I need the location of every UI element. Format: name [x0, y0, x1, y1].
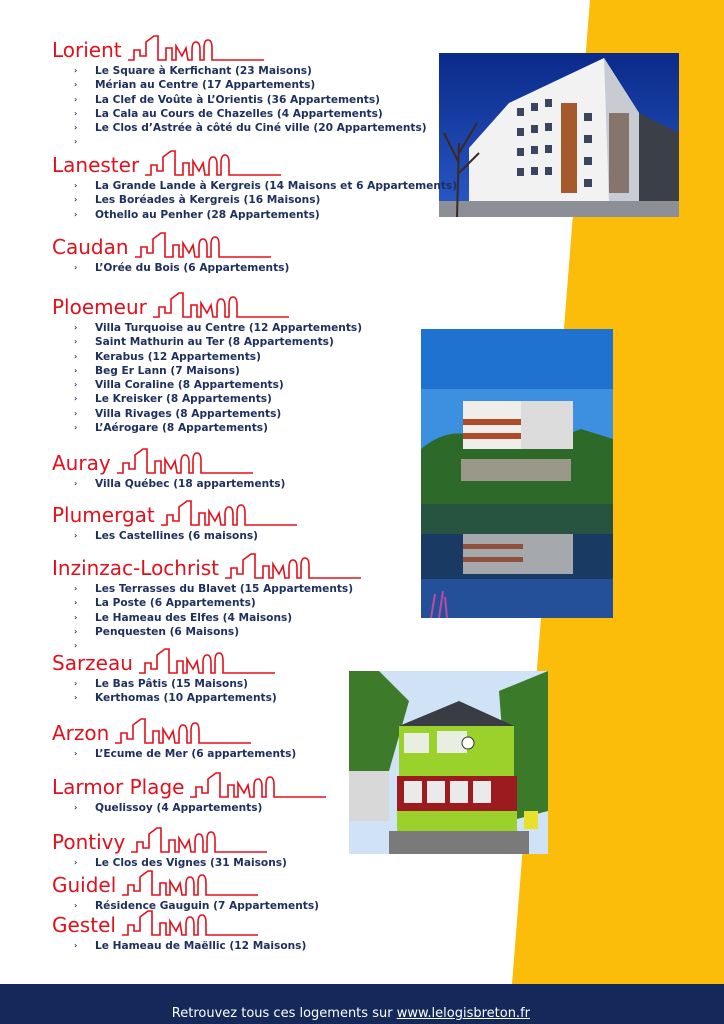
housing-item-label: Othello au Penher (28 Appartements) — [95, 208, 320, 221]
housing-item — [52, 691, 277, 705]
city-section — [52, 151, 457, 222]
bullet-icon: › — [74, 408, 78, 418]
skyline-logo-icon — [135, 231, 271, 259]
housing-item — [52, 64, 427, 78]
housing-list — [52, 939, 306, 953]
housing-item-label: Villa Turquoise au Centre (12 Appartements) — [95, 322, 363, 334]
housing-item-label: L’Ecume de Mer (6 appartements) — [95, 748, 297, 760]
city-heading — [52, 151, 457, 177]
housing-list — [52, 261, 289, 275]
city-name: Arzon — [52, 721, 110, 745]
housing-item — [52, 93, 427, 107]
city-heading — [52, 449, 285, 475]
city-name: Caudan — [52, 235, 129, 259]
city-name: Ploemeur — [52, 295, 147, 319]
bullet-icon: › — [74, 108, 78, 118]
housing-list — [52, 582, 361, 651]
city-heading — [52, 649, 277, 675]
city-section — [52, 293, 362, 435]
housing-item — [52, 261, 289, 275]
bullet-icon: › — [74, 195, 78, 205]
housing-item — [52, 364, 362, 378]
housing-item-label: Villa Coraline (8 Appartements) — [95, 379, 284, 392]
housing-item — [52, 350, 362, 364]
bullet-icon: › — [74, 380, 78, 390]
housing-list — [52, 64, 427, 147]
housing-list — [52, 477, 285, 491]
housing-item — [52, 747, 296, 761]
city-heading — [52, 828, 287, 854]
city-section — [52, 233, 289, 275]
photo-green-building — [349, 671, 548, 854]
housing-item-label: Mérian au Centre (17 Appartements) — [95, 79, 316, 92]
bullet-icon: › — [74, 612, 78, 622]
housing-item — [52, 677, 277, 691]
bullet-icon: › — [74, 858, 78, 867]
bullet-icon: › — [74, 394, 78, 404]
housing-item-label: Le Hameau des Elfes (4 Maisons) — [95, 611, 293, 624]
housing-item-label: Villa Rivages (8 Appartements) — [95, 407, 282, 420]
housing-item-label: Les Castellines (6 maisons) — [95, 530, 259, 542]
city-name: Larmor Plage — [52, 775, 185, 799]
bullet-icon: › — [74, 323, 78, 332]
skyline-logo-icon — [131, 826, 267, 854]
footer-text — [0, 1006, 530, 1021]
city-name: Inzinzac-Lochrist — [52, 556, 220, 580]
housing-item — [52, 107, 427, 121]
photo-lorient-building — [439, 53, 679, 217]
city-section — [52, 649, 277, 706]
city-section — [52, 554, 361, 651]
city-section — [52, 911, 306, 953]
housing-item-label: Le Clos d’Astrée à côté du Ciné ville (20 Appartements) — [95, 122, 427, 135]
city-heading — [52, 911, 306, 937]
housing-item — [52, 625, 361, 639]
housing-item-label: La Clef de Voûte à L’Orientis (36 Appartements) — [95, 93, 380, 106]
housing-item — [52, 121, 427, 135]
housing-item-label: L’Aérogare (8 Appartements) — [95, 422, 268, 435]
housing-item — [52, 801, 326, 815]
city-section — [52, 828, 287, 870]
housing-item — [52, 179, 457, 193]
housing-item-label: La Cala au Cours de Chazelles (4 Appartements) — [95, 107, 383, 120]
bullet-icon: › — [74, 479, 78, 488]
footer-website-link[interactable]: www.lelogisbreton.fr — [396, 1006, 530, 1021]
bullet-icon: › — [74, 901, 78, 910]
skyline-logo-icon — [139, 647, 275, 675]
bullet-icon: › — [74, 365, 78, 375]
housing-item — [52, 392, 362, 406]
city-name: Auray — [52, 451, 111, 475]
city-name: Sarzeau — [52, 651, 133, 675]
housing-item — [52, 939, 306, 953]
housing-list — [52, 529, 297, 543]
bullet-icon: › — [74, 749, 78, 758]
housing-item-label: Kerabus (12 Appartements) — [95, 350, 261, 363]
skyline-logo-icon — [128, 34, 264, 62]
bullet-icon: › — [74, 693, 78, 703]
city-name: Gestel — [52, 913, 116, 937]
housing-item — [52, 78, 427, 92]
city-heading — [52, 501, 297, 527]
city-section — [52, 719, 296, 761]
housing-item-label: Quelissoy (4 Appartements) — [95, 802, 263, 814]
bullet-icon: › — [74, 263, 78, 272]
bullet-icon: › — [74, 337, 78, 347]
housing-item-label: Beg Er Lann (7 Maisons) — [95, 364, 240, 377]
city-name: Lorient — [52, 38, 122, 62]
housing-list — [52, 801, 326, 815]
city-heading — [52, 554, 361, 580]
skyline-logo-icon — [122, 869, 258, 897]
bullet-icon: › — [74, 598, 78, 608]
housing-item-label: Le Bas Pâtis (15 Maisons) — [95, 678, 249, 690]
housing-item-label: L’Orée du Bois (6 Appartements) — [95, 262, 290, 274]
bullet-icon: › — [74, 803, 78, 812]
skyline-logo-icon — [115, 717, 251, 745]
housing-item — [52, 421, 362, 435]
housing-item-label: Penquesten (6 Maisons) — [95, 625, 240, 638]
skyline-logo-icon — [225, 552, 361, 580]
bullet-icon: › — [74, 531, 78, 540]
housing-list — [52, 179, 457, 222]
housing-item-label: Résidence Gauguin (7 Appartements) — [95, 900, 319, 912]
housing-item — [52, 582, 361, 596]
city-heading — [52, 719, 296, 745]
housing-item-label: La Poste (6 Appartements) — [95, 597, 256, 610]
housing-item — [52, 596, 361, 610]
skyline-logo-icon — [117, 447, 253, 475]
city-heading — [52, 233, 289, 259]
city-section — [52, 449, 285, 491]
bullet-icon: › — [74, 181, 78, 190]
housing-item-label: Saint Mathurin au Ter (8 Appartements) — [95, 336, 334, 349]
city-name: Plumergat — [52, 503, 155, 527]
housing-item — [52, 193, 457, 207]
skyline-logo-icon — [122, 909, 258, 937]
bullet-icon: › — [74, 941, 78, 950]
bullet-icon: › — [74, 679, 78, 688]
housing-item — [52, 407, 362, 421]
housing-item-label: Le Hameau de Maëllic (12 Maisons) — [95, 940, 307, 952]
photo-river-building — [421, 329, 613, 618]
city-section — [52, 36, 427, 147]
housing-item-label: Le Clos des Vignes (31 Maisons) — [95, 857, 287, 869]
housing-item — [52, 378, 362, 392]
housing-item-label: La Grande Lande à Kergreis (14 Maisons et 6 Appartements) — [95, 180, 458, 192]
city-section — [52, 501, 297, 543]
bullet-icon: › — [74, 137, 78, 147]
housing-item-label: Les Boréades à Kergreis (16 Maisons) — [95, 194, 321, 207]
housing-item — [52, 611, 361, 625]
housing-item-label: Villa Québec (18 appartements) — [95, 478, 286, 490]
bullet-icon: › — [74, 423, 78, 433]
city-heading — [52, 293, 362, 319]
city-heading — [52, 871, 319, 897]
skyline-logo-icon — [153, 291, 289, 319]
housing-item-label: Le Kreisker (8 Appartements) — [95, 393, 272, 406]
bullet-icon: › — [74, 80, 78, 90]
housing-item — [52, 208, 457, 222]
housing-item-label: Kerthomas (10 Appartements) — [95, 692, 277, 705]
city-section — [52, 773, 326, 815]
housing-item — [52, 335, 362, 349]
footer-text-label: Retrouvez tous ces logements sur — [171, 1006, 397, 1021]
city-heading — [52, 773, 326, 799]
city-heading — [52, 36, 427, 62]
bullet-icon: › — [74, 351, 78, 361]
skyline-logo-icon — [190, 771, 326, 799]
housing-list — [52, 321, 362, 435]
housing-list — [52, 747, 296, 761]
bullet-icon: › — [74, 584, 78, 593]
housing-item-label: Les Terrasses du Blavet (15 Appartements) — [95, 583, 354, 595]
city-name: Lanester — [52, 153, 140, 177]
housing-item-label: Le Square à Kerfichant (23 Maisons) — [95, 65, 312, 77]
city-name: Guidel — [52, 873, 117, 897]
skyline-logo-icon — [161, 499, 297, 527]
bullet-icon: › — [74, 209, 78, 219]
city-section — [52, 871, 319, 913]
bullet-icon: › — [74, 641, 78, 651]
housing-item — [52, 477, 285, 491]
housing-list — [52, 677, 277, 706]
city-name: Pontivy — [52, 830, 126, 854]
housing-item — [52, 529, 297, 543]
bullet-icon: › — [74, 66, 78, 75]
bullet-icon: › — [74, 626, 78, 636]
bullet-icon: › — [74, 94, 78, 104]
skyline-logo-icon — [145, 149, 281, 177]
bullet-icon: › — [74, 123, 78, 133]
housing-item — [52, 321, 362, 335]
